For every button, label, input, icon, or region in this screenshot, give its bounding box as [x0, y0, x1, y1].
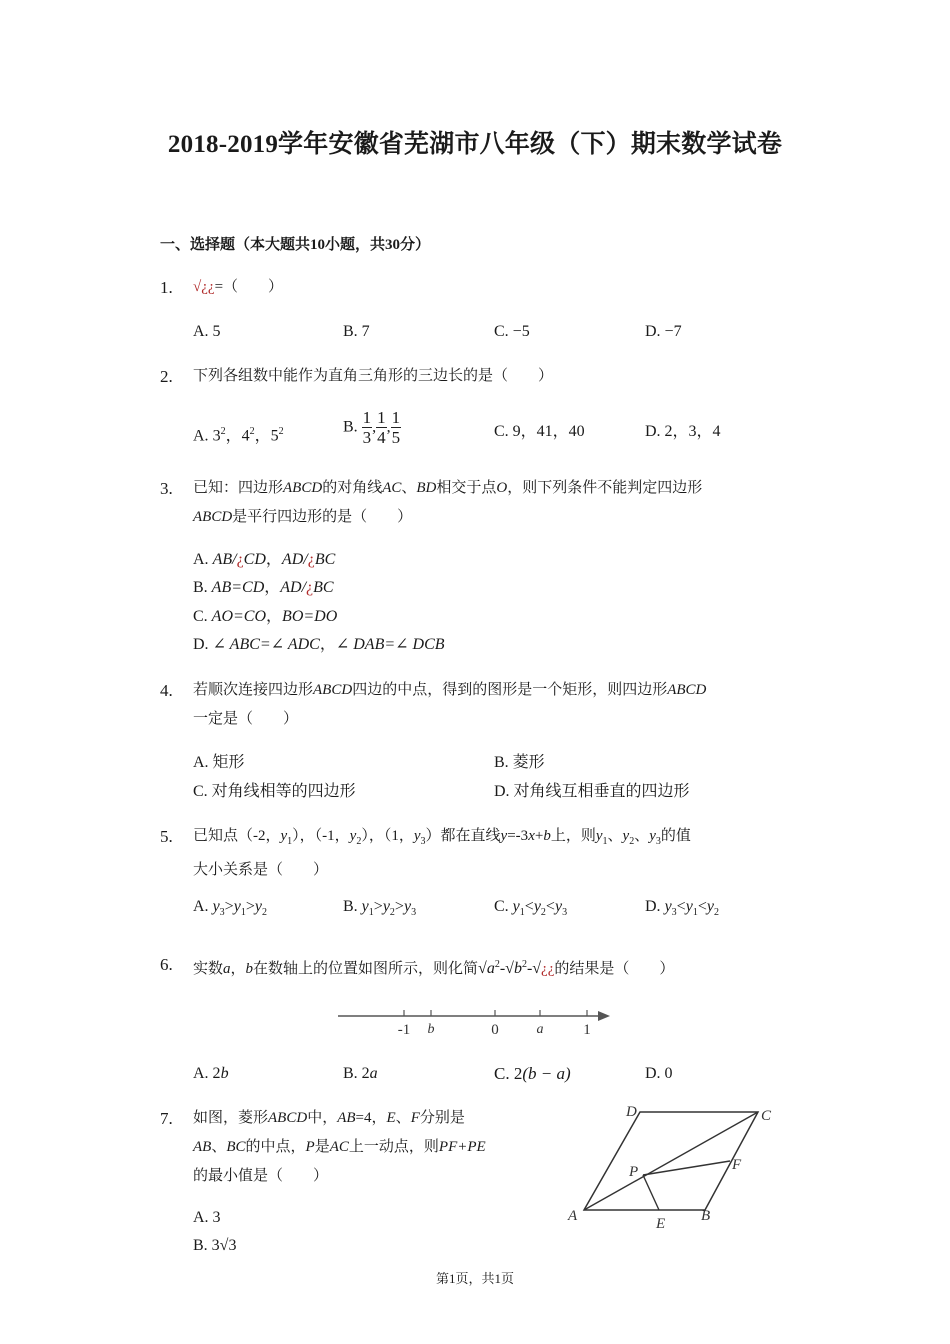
page-title: 2018-2019学年安徽省芜湖市八年级（下）期末数学试卷 — [167, 131, 783, 158]
option-b: B. 2a — [343, 1065, 378, 1082]
question-2 — [160, 362, 800, 462]
option-b: B. $y_1>y_2>y_3$ — [343, 898, 417, 919]
label-0: 0 — [491, 1022, 499, 1038]
question-stem: =（ ） — [214, 279, 284, 295]
label-a: A — [568, 1208, 578, 1224]
option-d: D. −7 — [645, 323, 682, 340]
question-number: 3. — [160, 479, 173, 498]
label-1: 1 — [583, 1022, 591, 1038]
option-d: D. 2，3，4 — [645, 423, 721, 440]
label-b: B — [701, 1208, 711, 1224]
option-c: C. 9，41，40 — [494, 423, 585, 440]
question-text: 实数a，b在数轴上的位置如图所示，则化简$√a^2-√b^2-√¿¿$的结果是（ ） — [193, 959, 675, 977]
option-d: D. ∠ ABC=∠ ADC，∠ DAB=∠ DCB — [193, 636, 445, 653]
question-number: 1. — [160, 278, 173, 297]
fraction-one-third: $\frac{1}{3}$ — [362, 408, 372, 447]
label-f: F — [732, 1157, 742, 1173]
option-c: C. 对角线相等的四边形 — [193, 783, 356, 800]
question-1 — [160, 273, 800, 353]
axis-arrow — [598, 1011, 610, 1021]
option-b: B. AB=CD，AD/¿BC — [193, 579, 334, 596]
label-neg1: -1 — [397, 1022, 411, 1038]
question-number: 4. — [160, 681, 173, 700]
question-text: 下列各组数中能作为直角三角形的三边长的是（ ） — [193, 368, 554, 384]
section-heading: 一、选择题（本大题共10小题，共30分） — [160, 237, 431, 253]
option-a: A. 矩形 — [193, 754, 245, 771]
label-a: a — [536, 1022, 544, 1037]
question-text: 如图，菱形ABCD中，AB=4，E、F分别是 AB、BC的中点，P是AC上一动点，则PF+PE 的最小值是（ ） — [193, 1110, 486, 1184]
option-a: A. 2b — [193, 1065, 229, 1082]
label-e: E — [656, 1216, 666, 1232]
label-p: P — [629, 1164, 639, 1180]
question-text: 已知：四边形ABCD的对角线AC、BD相交于点O，则下列条件不能判定四边形 ABCD是平行四边形的是（ ） — [193, 480, 703, 525]
option-b: B. 菱形 — [494, 754, 545, 771]
question-number: 5. — [160, 827, 173, 846]
label-c: C — [761, 1108, 772, 1124]
option-b: B. $\frac{1}{3}$ , $\frac{1}{4}$ , $\frac{1}{5}$ — [343, 408, 401, 447]
question-3 — [160, 474, 800, 664]
option-d: D. 对角线互相垂直的四边形 — [494, 783, 690, 800]
segment-pf — [643, 1161, 730, 1175]
question-text: 已知点（-2，$y_1$），（-1，$y_2$），（1，$y_3$）都在直线y=-3x+b上，则$y_1$、$y_2$、$y_3$的值 大小关系是（ ） — [193, 828, 691, 878]
option-b: B. 7 — [343, 323, 370, 340]
option-b: B. 3√3 — [193, 1237, 237, 1254]
option-a: A. 3 — [193, 1209, 221, 1226]
fraction-one-fifth: $\frac{1}{5}$ — [391, 408, 401, 447]
question-7 — [160, 1104, 560, 1264]
label-b: b — [427, 1022, 435, 1037]
option-d: D. 0 — [645, 1065, 673, 1082]
option-c: C. −5 — [494, 323, 530, 340]
question-text: 若顺次连接四边形ABCD四边的中点，得到的图形是一个矩形，则四边形ABCD 一定是（ ） — [193, 682, 707, 727]
question-number: 6. — [160, 955, 173, 974]
label-d: D — [626, 1104, 637, 1120]
number-line-figure — [330, 1002, 620, 1046]
option-a: A. $3^2$，$4^2$，$5^2$ — [193, 426, 284, 445]
question-number: 2. — [160, 367, 173, 386]
page-footer: 第1页，共1页 — [435, 1271, 514, 1286]
option-d: D. $y_3<y_1<y_2$ — [645, 898, 719, 919]
option-a: A. $y_3>y_1>y_2$ — [193, 898, 267, 919]
segment-pe — [643, 1175, 659, 1210]
fraction-one-fourth: $\frac{1}{4}$ — [377, 408, 386, 447]
radical-expression: √¿¿ — [193, 279, 215, 295]
rhombus-figure — [562, 1098, 784, 1238]
question-number: 7. — [160, 1109, 173, 1128]
option-c: C. $y_1<y_2<y_3$ — [494, 898, 568, 919]
option-c: C. 2(b − a) — [494, 1064, 571, 1083]
option-a: A. 5 — [193, 323, 221, 340]
question-5 — [160, 822, 800, 932]
question-text — [193, 273, 793, 302]
option-c: C. AO=CO，BO=DO — [193, 608, 338, 625]
option-a: A. AB/¿CD，AD/¿BC — [193, 551, 336, 568]
question-4 — [160, 676, 800, 806]
